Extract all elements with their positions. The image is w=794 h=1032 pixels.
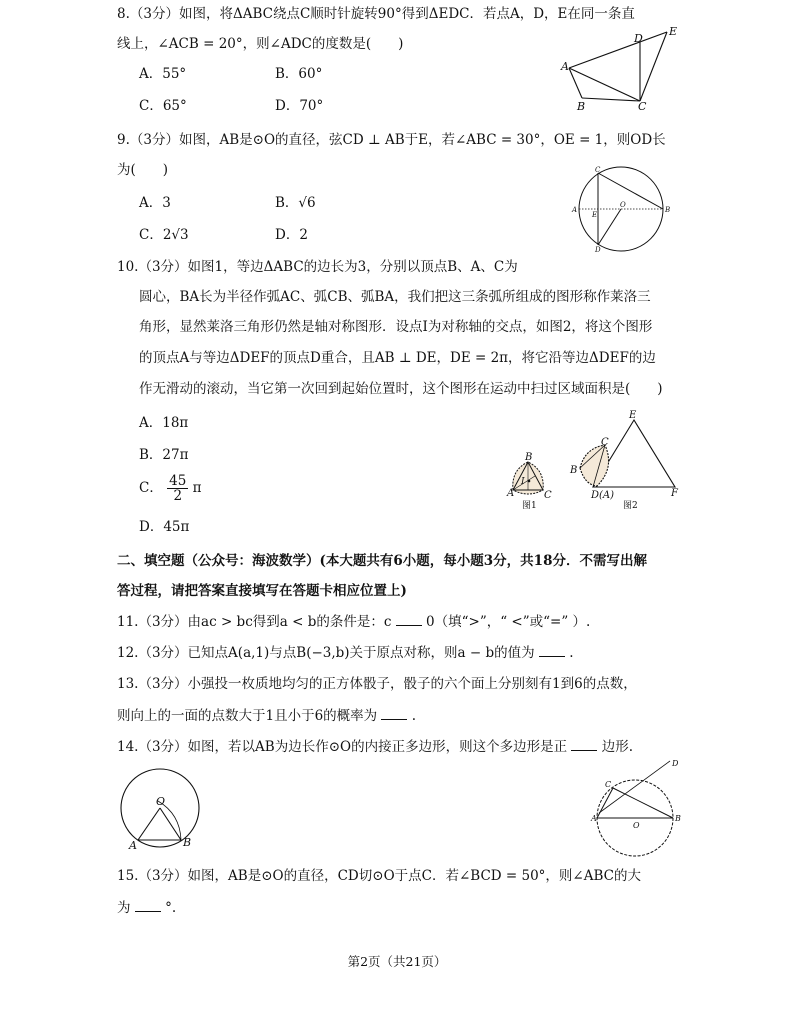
q14-answer-blank[interactable] <box>571 736 597 751</box>
q14-label-b: B <box>183 836 192 849</box>
q14-figure <box>112 768 212 853</box>
q10-option-c-numerator: 45 <box>169 473 187 489</box>
q10-fig1-label-b: B <box>525 452 533 463</box>
q9-label-d: D <box>595 246 601 254</box>
q15-figure <box>585 758 685 858</box>
q9-option-d: D．2 <box>275 227 308 243</box>
q12-line <box>117 642 574 663</box>
q14-line <box>117 736 633 757</box>
q9-label-o: O <box>620 201 626 209</box>
q10-line4: 的顶点A与等边ΔDEF的顶点D重合，且AB ⊥ DE，DE = 2π，将它沿等边ΔDEF的边 <box>139 350 656 366</box>
q15-line1: 15.（3分）如图，AB是⊙O的直径，CD切⊙O于点C．若∠BCD = 50°，则∠ABC的大 <box>117 868 641 884</box>
q14-label-o: O <box>156 795 166 808</box>
q9-figure <box>565 166 675 254</box>
q14-label-a: A <box>129 839 137 852</box>
q10-line3: 角形，显然莱洛三角形仍然是轴对称图形．设点I为对称轴的交点，如图2，将这个图形 <box>139 319 653 335</box>
q10-option-c-suffix: π <box>192 480 202 496</box>
section2-heading-line1: 二、填空题（公众号：海波数学）(本大题共有6小题，每小题3分，共18分．不需写出解 <box>117 553 647 569</box>
q10-fig1-label-c: C <box>544 490 552 501</box>
q10-option-d: D．45π <box>139 519 190 535</box>
q10-option-c-fraction <box>167 474 188 503</box>
q10-line5: 作无滑动的滚动，当它第一次回到起始位置时，这个图形在运动中扫过区域面积是( ) <box>139 381 663 397</box>
q10-fig2-label-e: E <box>629 410 637 421</box>
q12-answer-blank[interactable] <box>539 642 565 657</box>
q9-label-e: E <box>592 211 598 219</box>
q9-option-c: C．2√3 <box>139 227 189 243</box>
q13-text-after: . <box>411 708 417 724</box>
q11-answer-blank[interactable] <box>396 611 422 626</box>
q13-line2 <box>117 705 416 726</box>
section2-heading-line2: 答过程，请把答案直接填写在答题卡相应位置上) <box>117 583 407 599</box>
q8-line1: 8.（3分）如图，将ΔABC绕点C顺时针旋转90°得到ΔEDC．若点A，D，E在同一条直 <box>117 6 635 22</box>
q11-text-after: 0（填“>”，“ <”或“=” ）. <box>426 614 591 630</box>
q10-line1: 10.（3分）如图1，等边ΔABC的边长为3，分别以顶点B、A、C为 <box>117 259 518 275</box>
q12-text-before: 12.（3分）已知点A(a,1)与点B(−3,b)关于原点对称，则a − b的值为 <box>117 645 535 661</box>
q15-label-b: B <box>675 814 681 823</box>
q15-answer-blank[interactable] <box>135 897 161 912</box>
q10-option-c <box>139 474 202 503</box>
q15-label-a: A <box>591 814 597 823</box>
q9-label-c: C <box>595 166 601 174</box>
q8-option-d: D．70° <box>275 98 324 114</box>
q10-fig2-caption: 图2 <box>623 501 638 511</box>
q10-option-c-denominator: 2 <box>173 488 183 504</box>
q10-option-a: A．18π <box>139 415 189 431</box>
q8-line2: 线上，∠ACB = 20°，则∠ADC的度数是( ) <box>117 36 404 52</box>
page-footer: 第2页（共21页） <box>347 954 447 969</box>
q8-option-c: C．65° <box>139 98 187 114</box>
q9-line2: 为( ) <box>117 162 169 178</box>
q15-text-before: 为 <box>117 900 131 916</box>
q11-line <box>117 611 590 632</box>
q13-text-before: 则向上的一面的点数大于1且小于6的概率为 <box>117 708 378 724</box>
q8-label-b: B <box>577 100 586 113</box>
q15-text-after: °. <box>165 900 177 916</box>
q8-label-c: C <box>638 100 647 113</box>
q10-fig1-label-a: A <box>507 488 515 499</box>
q12-text-after: . <box>569 645 574 661</box>
q8-option-a: A．55° <box>139 66 187 82</box>
q8-option-b: B．60° <box>275 66 323 82</box>
q9-option-b: B．√6 <box>275 195 316 211</box>
q10-option-c-prefix: C． <box>139 480 163 496</box>
q8-figure <box>560 25 685 113</box>
q10-fig1-label-i: I <box>521 477 525 487</box>
q10-fig1-caption: 图1 <box>522 501 537 511</box>
q10-figure-1 <box>503 452 563 512</box>
q9-label-a: A <box>572 206 578 214</box>
q10-fig2-label-b: B <box>570 465 578 476</box>
q10-fig2-label-f: F <box>671 488 678 499</box>
q14-text-after: 边形. <box>601 739 633 755</box>
q10-figure-2 <box>565 410 690 512</box>
q10-fig2-label-c: C <box>601 437 609 448</box>
q15-label-c: C <box>605 780 612 789</box>
q9-line1: 9.（3分）如图，AB是⊙O的直径，弦CD ⊥ AB于E，若∠ABC = 30°，OE = 1，则OD长 <box>117 132 666 148</box>
q9-option-a: A．3 <box>139 195 171 211</box>
q13-answer-blank[interactable] <box>381 705 407 720</box>
q8-label-e: E <box>669 25 678 38</box>
q14-text-before: 14.（3分）如图，若以AB为边长作⊙O的内接正多边形，则这个多边形是正 <box>117 739 568 755</box>
q9-label-b: B <box>665 206 671 214</box>
q15-label-o: O <box>633 821 640 830</box>
q10-line2: 圆心，BA长为半径作弧AC、弧CB、弧BA，我们把这三条弧所组成的图形称作莱洛三 <box>139 289 651 305</box>
q13-line1: 13.（3分）小强投一枚质地均匀的正方体骰子，骰子的六个面上分别刻有1到6的点数， <box>117 676 637 692</box>
q15-label-d: D <box>672 759 679 768</box>
q11-text-before: 11.（3分）由ac > bc得到a < b的条件是：c <box>117 614 392 630</box>
q15-line2 <box>117 897 176 918</box>
q10-option-b: B．27π <box>139 447 189 463</box>
q8-label-d: D <box>634 32 643 45</box>
q10-fig2-label-da: D(A) <box>591 490 615 501</box>
q8-label-a: A <box>561 60 569 73</box>
